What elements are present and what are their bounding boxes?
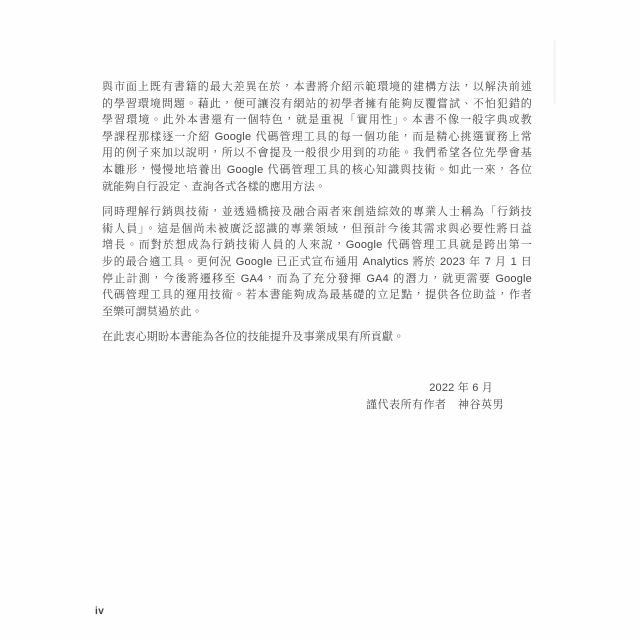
paragraph xyxy=(102,204,532,320)
signature-date: 2022 年 6 月 xyxy=(429,381,493,394)
text-line: 就能夠自行設定、查詢各式各樣的應用方法。 xyxy=(102,180,326,193)
text-line: 術人員」。這是個尚未被廣泛認識的專業領域，但預計今後其需求與必要性將日益 xyxy=(102,222,532,235)
text-line: 學習環境。此外本書還有一個特色，就是重視「實用性」。本書不像一般字典或教 xyxy=(102,114,532,127)
paragraphs xyxy=(102,79,532,346)
text-line: 在此衷心期盼本書能為各位的技能提升及事業成果有所貢獻。 xyxy=(102,331,405,344)
text-line: 步的最合適工具。更何況 Google 已正式宣布通用 Analytics 將於 2023 年 7 月 1 日 xyxy=(102,255,532,268)
text-line: 同時理解行銷與技術，並透過橋接及融合兩者來創造綜效的專業人士稱為「行銷技 xyxy=(102,206,532,219)
text-line: 代碼管理工具的運用技術。若本書能夠成為最基礎的立足點，提供各位助益，作者 xyxy=(102,289,532,302)
page-number: iv xyxy=(95,606,105,617)
signature-author: 謹代表所有作者 神谷英男 xyxy=(366,399,504,411)
text-line: 的學習環境問題。藉此，便可讓沒有網站的初學者擁有能夠反覆嘗試、不怕犯錯的 xyxy=(102,97,532,110)
preface-text xyxy=(102,79,532,414)
text-line: 與市面上既有書籍的最大差異在於，本書將介紹示範環境的建構方法，以解決前述 xyxy=(102,81,532,93)
text-line: 增長。而對於想成為行銷技術人員的人來說，Google 代碼管理工具就是跨出第一 xyxy=(102,239,532,252)
text-line: 用的例子來加以說明，所以不會提及一般很少用到的功能。我們希望各位先學會基 xyxy=(102,147,532,160)
text-line: 學課程那樣逐一介紹 Google 代碼管理工具的每一個功能，而是精心挑選實務上常 xyxy=(102,130,532,143)
paragraph xyxy=(102,329,532,346)
text-line: 至樂可謂莫過於此。 xyxy=(102,305,203,318)
text-line: 本雛形，慢慢地培養出 Google 代碼管理工具的核心知識與技術。如此一來，各位 xyxy=(102,163,532,176)
paragraph xyxy=(102,79,532,195)
text-line: 停止計測，今後將遷移至 GA4，而為了充分發揮 GA4 的潛力，就更需要 Google xyxy=(102,272,532,285)
page-edge-artifact xyxy=(553,40,556,104)
signature-block xyxy=(102,380,532,414)
